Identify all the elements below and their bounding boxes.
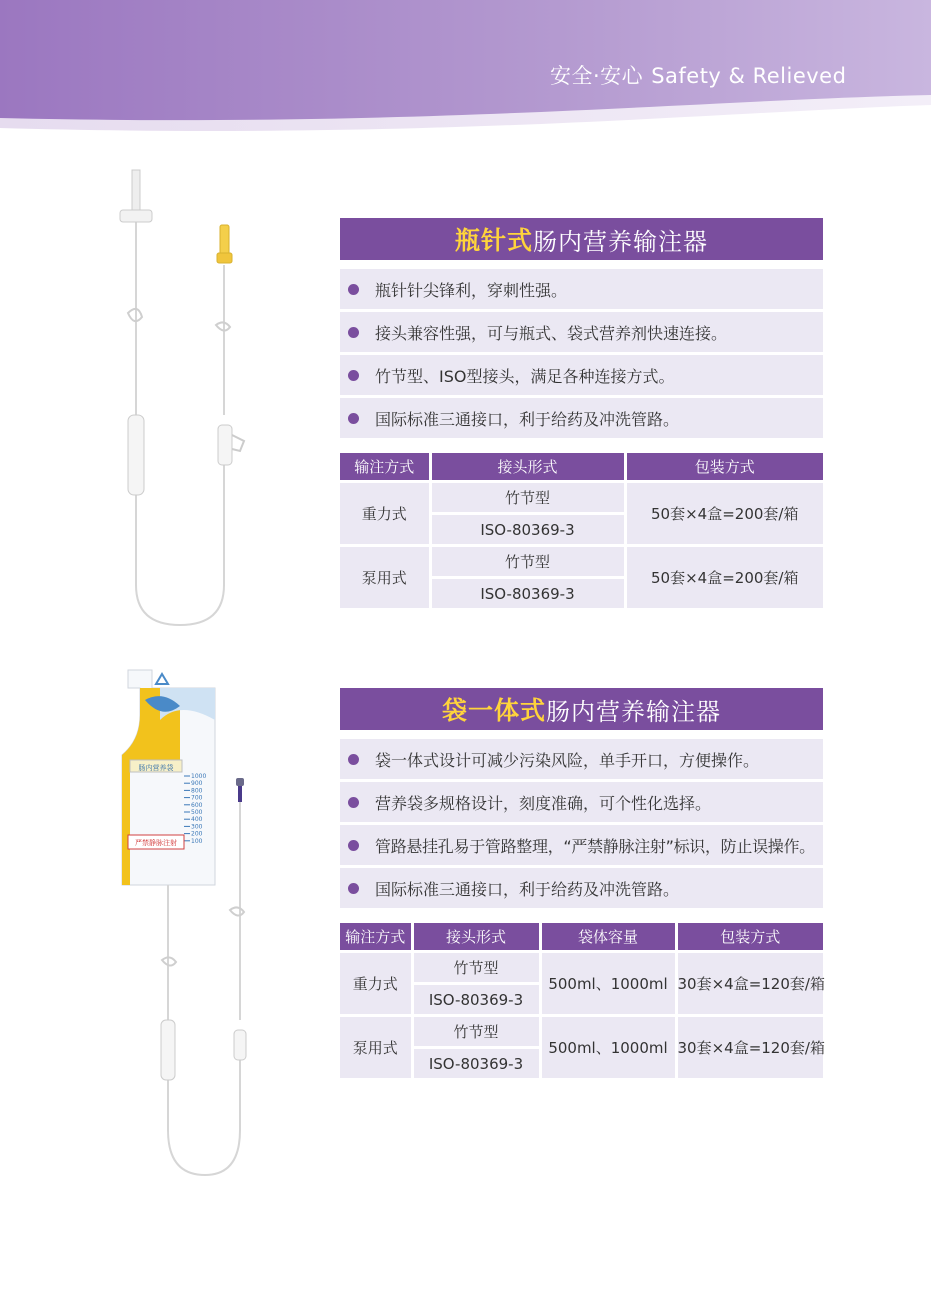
product-bag-integrated — [340, 688, 823, 1081]
bag-label-text: 肠内营养袋 — [138, 764, 174, 772]
bullet-icon — [348, 284, 359, 295]
feature-item — [340, 868, 823, 908]
slogan-zh: 安全·安心 — [550, 64, 644, 88]
package-cell: 50套×4盒=200套/箱 — [625, 546, 823, 610]
feature-item — [340, 782, 823, 822]
table-header-row — [340, 922, 823, 952]
scale-label: 1000 — [191, 773, 207, 780]
scale-label: 500 — [191, 809, 203, 816]
scale-label: 300 — [191, 823, 203, 831]
table-row — [340, 482, 823, 514]
table-row — [340, 952, 823, 984]
feature-text: 袋一体式设计可减少污染风险，单手开口，方便操作。 — [375, 750, 760, 770]
mode-cell: 泵用式 — [340, 1016, 412, 1080]
scale-label: 900 — [191, 780, 203, 788]
column-header: 包装方式 — [676, 922, 823, 952]
bullet-icon — [348, 370, 359, 381]
spec-table — [340, 920, 823, 1081]
feature-text: 竹节型、ISO型接头，满足各种连接方式。 — [375, 366, 675, 386]
title-rest: 肠内营养输注器 — [546, 697, 721, 726]
bag-warning-text: 严禁静脉注射 — [135, 839, 177, 847]
connector-cell: 竹节型 — [412, 952, 540, 984]
scale-label: 400 — [191, 816, 203, 824]
feature-item — [340, 312, 823, 352]
slogan-en: Safety & Relieved — [651, 64, 847, 88]
column-header: 接头形式 — [412, 922, 540, 952]
scale-label: 600 — [191, 801, 203, 809]
column-header: 袋体容量 — [540, 922, 676, 952]
feature-list — [340, 269, 823, 438]
connector-cell: ISO-80369-3 — [430, 514, 625, 546]
connector-cell: ISO-80369-3 — [412, 984, 540, 1016]
bullet-icon — [348, 754, 359, 765]
column-header: 包装方式 — [625, 452, 823, 482]
feature-text: 营养袋多规格设计，刻度准确，可个性化选择。 — [375, 793, 712, 813]
title-accent: 瓶针式 — [454, 226, 533, 255]
feature-text: 瓶针针尖锋利，穿刺性强。 — [375, 280, 568, 300]
package-cell: 30套×4盒=120套/箱 — [676, 952, 823, 1016]
feature-item — [340, 398, 823, 438]
feature-item — [340, 355, 823, 395]
product-title — [340, 218, 823, 260]
feature-item — [340, 269, 823, 309]
column-header: 接头形式 — [430, 452, 625, 482]
spec-table — [340, 450, 823, 611]
scale-label: 700 — [191, 794, 203, 802]
scale-label: 100 — [191, 837, 203, 845]
feature-list — [340, 739, 823, 908]
connector-cell: 竹节型 — [430, 482, 625, 514]
bullet-icon — [348, 883, 359, 894]
table-row — [340, 1016, 823, 1048]
bottle-spike-set-image — [100, 165, 270, 635]
feature-text: 管路悬挂孔易于管路整理，“严禁静脉注射”标识，防止误操作。 — [375, 836, 815, 856]
feature-item — [340, 825, 823, 865]
table-row — [340, 546, 823, 578]
package-cell: 50套×4盒=200套/箱 — [625, 482, 823, 546]
connector-cell: ISO-80369-3 — [430, 578, 625, 610]
capacity-cell: 500ml、1000ml — [540, 1016, 676, 1080]
package-cell: 30套×4盒=120套/箱 — [676, 1016, 823, 1080]
scale-label: 800 — [191, 787, 203, 795]
scale-label: 200 — [191, 830, 203, 838]
feature-text: 国际标准三通接口，利于给药及冲洗管路。 — [375, 409, 680, 429]
title-accent: 袋一体式 — [441, 696, 546, 725]
column-header: 输注方式 — [340, 922, 412, 952]
feature-item — [340, 739, 823, 779]
connector-cell: 竹节型 — [430, 546, 625, 578]
connector-cell: ISO-80369-3 — [412, 1048, 540, 1080]
mode-cell: 泵用式 — [340, 546, 430, 610]
product-bottle-spike — [340, 218, 823, 611]
column-header: 输注方式 — [340, 452, 430, 482]
bullet-icon — [348, 413, 359, 424]
title-rest: 肠内营养输注器 — [533, 227, 708, 256]
banner-slogan — [550, 60, 846, 90]
connector-cell: 竹节型 — [412, 1016, 540, 1048]
capacity-cell: 500ml、1000ml — [540, 952, 676, 1016]
feature-text: 接头兼容性强，可与瓶式、袋式营养剂快速连接。 — [375, 323, 728, 343]
mode-cell: 重力式 — [340, 482, 430, 546]
bullet-icon — [348, 840, 359, 851]
table-header-row — [340, 452, 823, 482]
bag-set-image — [100, 660, 270, 1190]
bullet-icon — [348, 327, 359, 338]
bullet-icon — [348, 797, 359, 808]
mode-cell: 重力式 — [340, 952, 412, 1016]
product-title — [340, 688, 823, 730]
feature-text: 国际标准三通接口，利于给药及冲洗管路。 — [375, 879, 680, 899]
